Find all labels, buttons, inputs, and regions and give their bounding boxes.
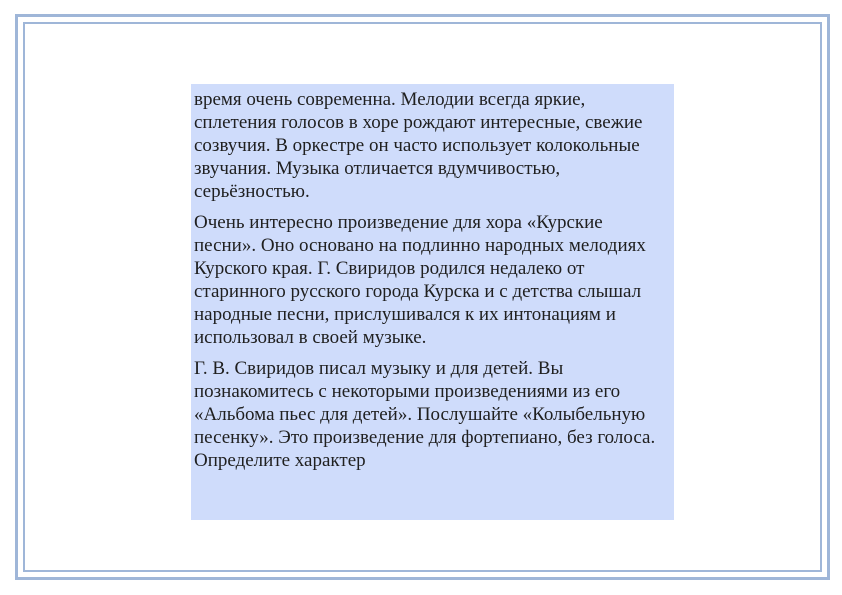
paragraph-1: время очень современна. Мелодии всегда яркие, сплетения голосов в хоре рождают интересные, свежие созвучия. В оркестре он часто использует колокольные звучания. Музыка отличается вдумчивостью, серьёзностью. <box>194 89 643 202</box>
paragraph-3: Г. В. Свиридов писал музыку и для детей. Вы познакомитесь с некоторыми произведениями из его «Альбома пьес для детей». Послушайте «Колыбельную песенку». Это произведение для фортепиано, без голоса. Определите характер <box>194 358 656 471</box>
text-block <box>191 84 674 520</box>
paragraph-2: Очень интересно произведение для хора «Курские песни». Оно основано на подлинно народных мелодиях Курского края. Г. Свиридов родился недалеко от старинного русского города Курска и с детства слышал народные песни, прислушивался к их интонациям и использовал в своей музыке. <box>194 212 646 348</box>
